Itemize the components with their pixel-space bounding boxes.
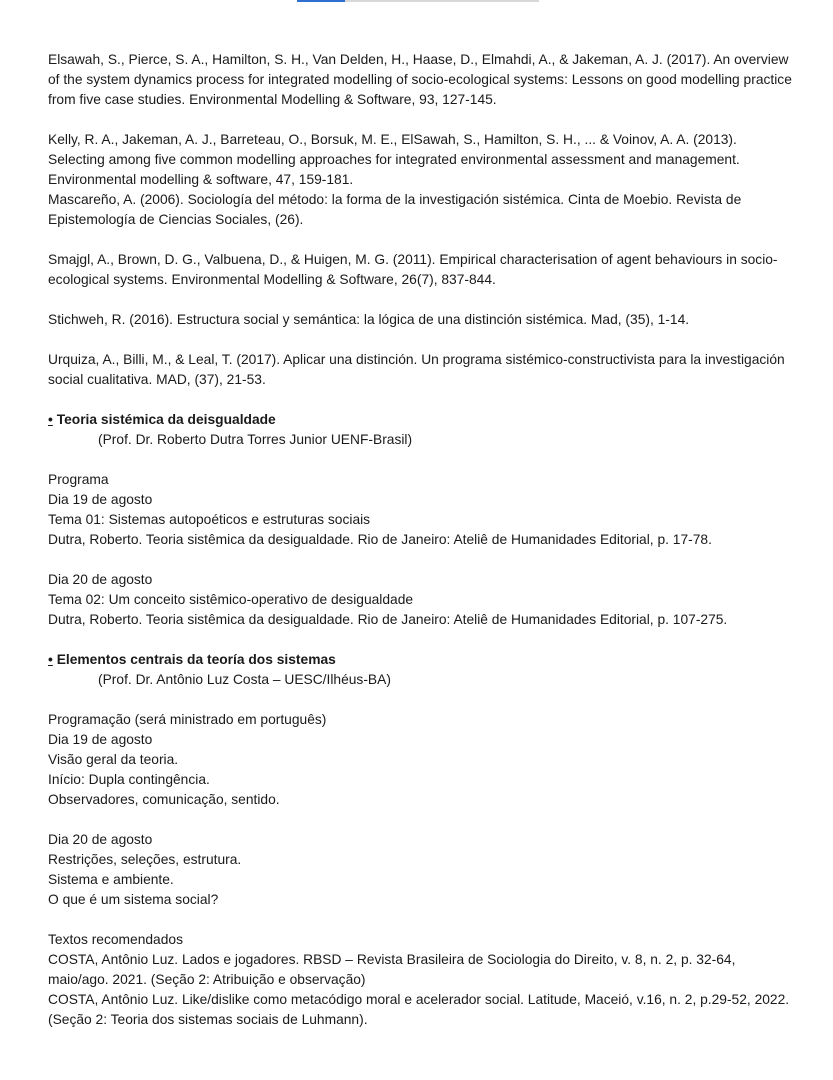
reading-line: Dutra, Roberto. Teoria sistêmica da desigualdade. Rio de Janeiro: Ateliê de Humanidades Editorial, p. 17-78. bbox=[48, 532, 712, 547]
program-label: Programação (será ministrado em português) bbox=[48, 712, 327, 727]
document-body bbox=[48, 50, 793, 1030]
reference-urquiza: Urquiza, A., Billi, M., & Leal, T. (2017). Aplicar una distinción. Un programa sistémico-constructivista para la investigación social cualitativa. MAD, (37), 21-53. bbox=[48, 352, 785, 387]
topic-line: O que é um sistema social? bbox=[48, 892, 219, 907]
section-heading-desigualdade bbox=[48, 410, 793, 430]
topic-line: Tema 02: Um conceito sistêmico-operativo de desigualdade bbox=[48, 592, 414, 607]
reference-kelly: Kelly, R. A., Jakeman, A. J., Barreteau, O., Borsuk, M. E., ElSawah, S., Hamilton, S. H., ... & Voinov, A. A. (2013). Selecting among five common modelling approaches for integrated environmental assessment and management. Environmental modelling & software, 47, 159-181. bbox=[48, 132, 740, 187]
section-professor: (Prof. Dr. Roberto Dutra Torres Junior UENF-Brasil) bbox=[98, 432, 413, 447]
section-title: Elementos centrais da teoría dos sistemas bbox=[56, 652, 336, 667]
day-label: Dia 19 de agosto bbox=[48, 732, 153, 747]
reference-elsawah: Elsawah, S., Pierce, S. A., Hamilton, S. H., Van Delden, H., Haase, D., Elmahdi, A., & Jakeman, A. J. (2017). An overview of the system dynamics process for integrated modelling of socio-ecological systems: Lessons on good modelling practice from five case studies. Environmental Modelling & Software, 93, 127-145. bbox=[48, 52, 792, 107]
topic-line: Sistema e ambiente. bbox=[48, 872, 174, 887]
day-label: Dia 19 de agosto bbox=[48, 492, 153, 507]
topic-line: Início: Dupla contingência. bbox=[48, 772, 210, 787]
section-professor: (Prof. Dr. Antônio Luz Costa – UESC/Ilhéus-BA) bbox=[98, 672, 391, 687]
section-heading-elementos bbox=[48, 650, 793, 670]
texts-label: Textos recomendados bbox=[48, 932, 183, 947]
section-title: Teoria sistémica da deisgualdade bbox=[56, 412, 276, 427]
recommended-text: COSTA, Antônio Luz. Like/dislike como metacódigo moral e acelerador social. Latitude, Maceió, v.16, n. 2, p.29-52, 2022. (Seção 2: Teoria dos sistemas sociais de Luhmann). bbox=[48, 992, 790, 1027]
bullet-icon: • bbox=[48, 412, 53, 427]
bullet-icon: • bbox=[48, 652, 53, 667]
topic-line: Visão geral da teoria. bbox=[48, 752, 179, 767]
reference-mascareno: Mascareño, A. (2006). Sociología del método: la forma de la investigación sistémica. Cinta de Moebio. Revista de Epistemología de Ciencias Sociales, (26). bbox=[48, 192, 742, 227]
topic-line: Observadores, comunicação, sentido. bbox=[48, 792, 280, 807]
day-label: Dia 20 de agosto bbox=[48, 572, 153, 587]
day-label: Dia 20 de agosto bbox=[48, 832, 153, 847]
reading-line: Dutra, Roberto. Teoria sistêmica da desigualdade. Rio de Janeiro: Ateliê de Humanidades Editorial, p. 107-275. bbox=[48, 612, 728, 627]
reference-smajgl: Smajgl, A., Brown, D. G., Valbuena, D., & Huigen, M. G. (2011). Empirical characterisation of agent behaviours in socio-ecological systems. Environmental Modelling & Software, 26(7), 837-844. bbox=[48, 252, 778, 287]
recommended-text: COSTA, Antônio Luz. Lados e jogadores. RBSD – Revista Brasileira de Sociologia do Direito, v. 8, n. 2, p. 32-64, maio/ago. 2021. (Seção 2: Atribuição e observação) bbox=[48, 952, 736, 987]
program-label: Programa bbox=[48, 472, 109, 487]
top-scrollbar bbox=[297, 0, 539, 2]
top-scrollbar-thumb bbox=[297, 0, 345, 2]
topic-line: Restrições, seleções, estrutura. bbox=[48, 852, 242, 867]
reference-stichweh: Stichweh, R. (2016). Estructura social y semántica: la lógica de una distinción sistémica. Mad, (35), 1-14. bbox=[48, 312, 690, 327]
topic-line: Tema 01: Sistemas autopoéticos e estruturas sociais bbox=[48, 512, 371, 527]
